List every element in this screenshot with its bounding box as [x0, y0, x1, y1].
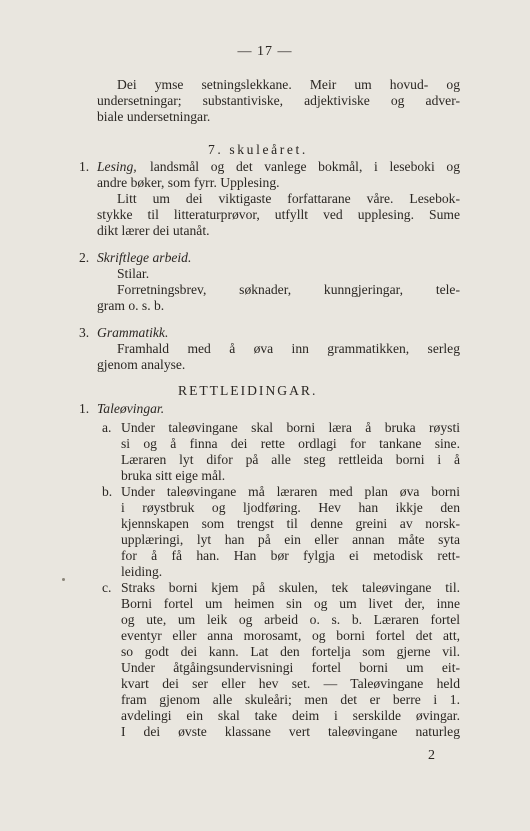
sub-c-line-5: so godt dei kann. Lat den fortelja som gjerne vil.: [121, 644, 460, 659]
sub-b-line-2: i røystbruk og ljodføring. Hev han ikkje den: [121, 500, 460, 515]
intro-line-2: undersetningar; substantiviske, adjektiviske og adver-: [97, 93, 460, 108]
item1-number: 1.: [79, 159, 90, 174]
sub-c-line-9: avdelingi ein skal take deim i serskilde øvingar.: [121, 708, 460, 723]
sub-c-line-2: Borni fortel um heimen sin og um livet der, inne: [121, 596, 460, 611]
sub-b-line-5: for å få han. Han bør fylgja ei metodisk rett-: [121, 548, 460, 563]
sub-b-line-6: leiding.: [121, 564, 163, 579]
intro-line-1: Dei ymse setningslekkane. Meir um hovud- og: [117, 77, 460, 92]
signature-mark: 2: [428, 748, 435, 763]
section-title-7-skuleaaret: 7. skuleåret.: [208, 142, 308, 157]
r1-number: 1.: [79, 401, 90, 416]
sub-c-line-7: kvart dei ser eller hev set. — Taleøvingane held: [121, 676, 460, 691]
sub-c-line-1: Straks borni kjem på skulen, tek taleøvingane til.: [121, 580, 460, 595]
item1-line-1: landsmål og det vanlege bokmål, i leseboki og: [150, 159, 460, 174]
item3-number: 3.: [79, 325, 90, 340]
stray-mark: [62, 578, 65, 581]
page-number: — 17 —: [237, 44, 293, 59]
sub-a-line-4: bruka sitt eige mål.: [121, 468, 226, 483]
sub-b-letter: b.: [102, 484, 113, 499]
item2-number: 2.: [79, 250, 90, 265]
sub-c-line-6: Under åtgåingsundervisningi fortel borni um eit-: [121, 660, 460, 675]
item1-line-2: andre bøker, som fyrr. Upplesing.: [97, 175, 280, 190]
item3-line-1: Framhald med å øva inn grammatikken, serleg: [117, 341, 460, 356]
sub-b-line-1: Under taleøvingane må læraren med plan øva borni: [121, 484, 460, 499]
sub-a-line-2: si og å finna dei rette ordlagi for tankane sine.: [121, 436, 460, 451]
item1-title: Lesing,: [97, 159, 137, 174]
item3-title: Grammatikk.: [97, 325, 169, 340]
sub-b-line-4: upplæringi, lyt han på ein eller annan måte syta: [121, 532, 460, 547]
sub-c-line-4: eventyr eller anna morosamt, og borni fortel det att,: [121, 628, 460, 643]
item2-title: Skriftlege arbeid.: [97, 250, 192, 265]
sub-a-line-3: Læraren lyt difor på alle steg rettleida borni i å: [121, 452, 460, 467]
sub-b-line-3: kjennskapen som trengst til denne greini av norsk-: [121, 516, 460, 531]
sub-a-line-1: Under taleøvingane skal borni læra å bruka røysti: [121, 420, 460, 435]
sub-c-line-10: I dei øvste klassane vert taleøvingane naturleg: [121, 724, 460, 739]
sub-c-letter: c.: [102, 580, 112, 595]
sub-a-letter: a.: [102, 420, 112, 435]
r1-title: Taleøvingar.: [97, 401, 165, 416]
item1-line-5: dikt lærer dei utanåt.: [97, 223, 210, 238]
item2-line-2: Forretningsbrev, søknader, kunngjeringar, tele-: [117, 282, 460, 297]
item3-line-2: gjenom analyse.: [97, 357, 186, 372]
item2-line-3: gram o. s. b.: [97, 298, 165, 313]
item2-line-1: Stilar.: [117, 266, 150, 281]
sub-c-line-8: fram gjenom alle skuleåri; men det er berre i 1.: [121, 692, 460, 707]
intro-line-3: biale undersetningar.: [97, 109, 211, 124]
rettleidingar-heading: RETTLEIDINGAR.: [178, 383, 318, 398]
item1-line-4: stykke til litteraturprøvor, utfyllt ved upplesing. Sume: [97, 207, 460, 222]
item1-line-3: Litt um dei viktigaste forfattarane våre. Lesebok-: [117, 191, 460, 206]
sub-c-line-3: og ute, um leik og arbeid o. s. b. Læraren fortel: [121, 612, 460, 627]
